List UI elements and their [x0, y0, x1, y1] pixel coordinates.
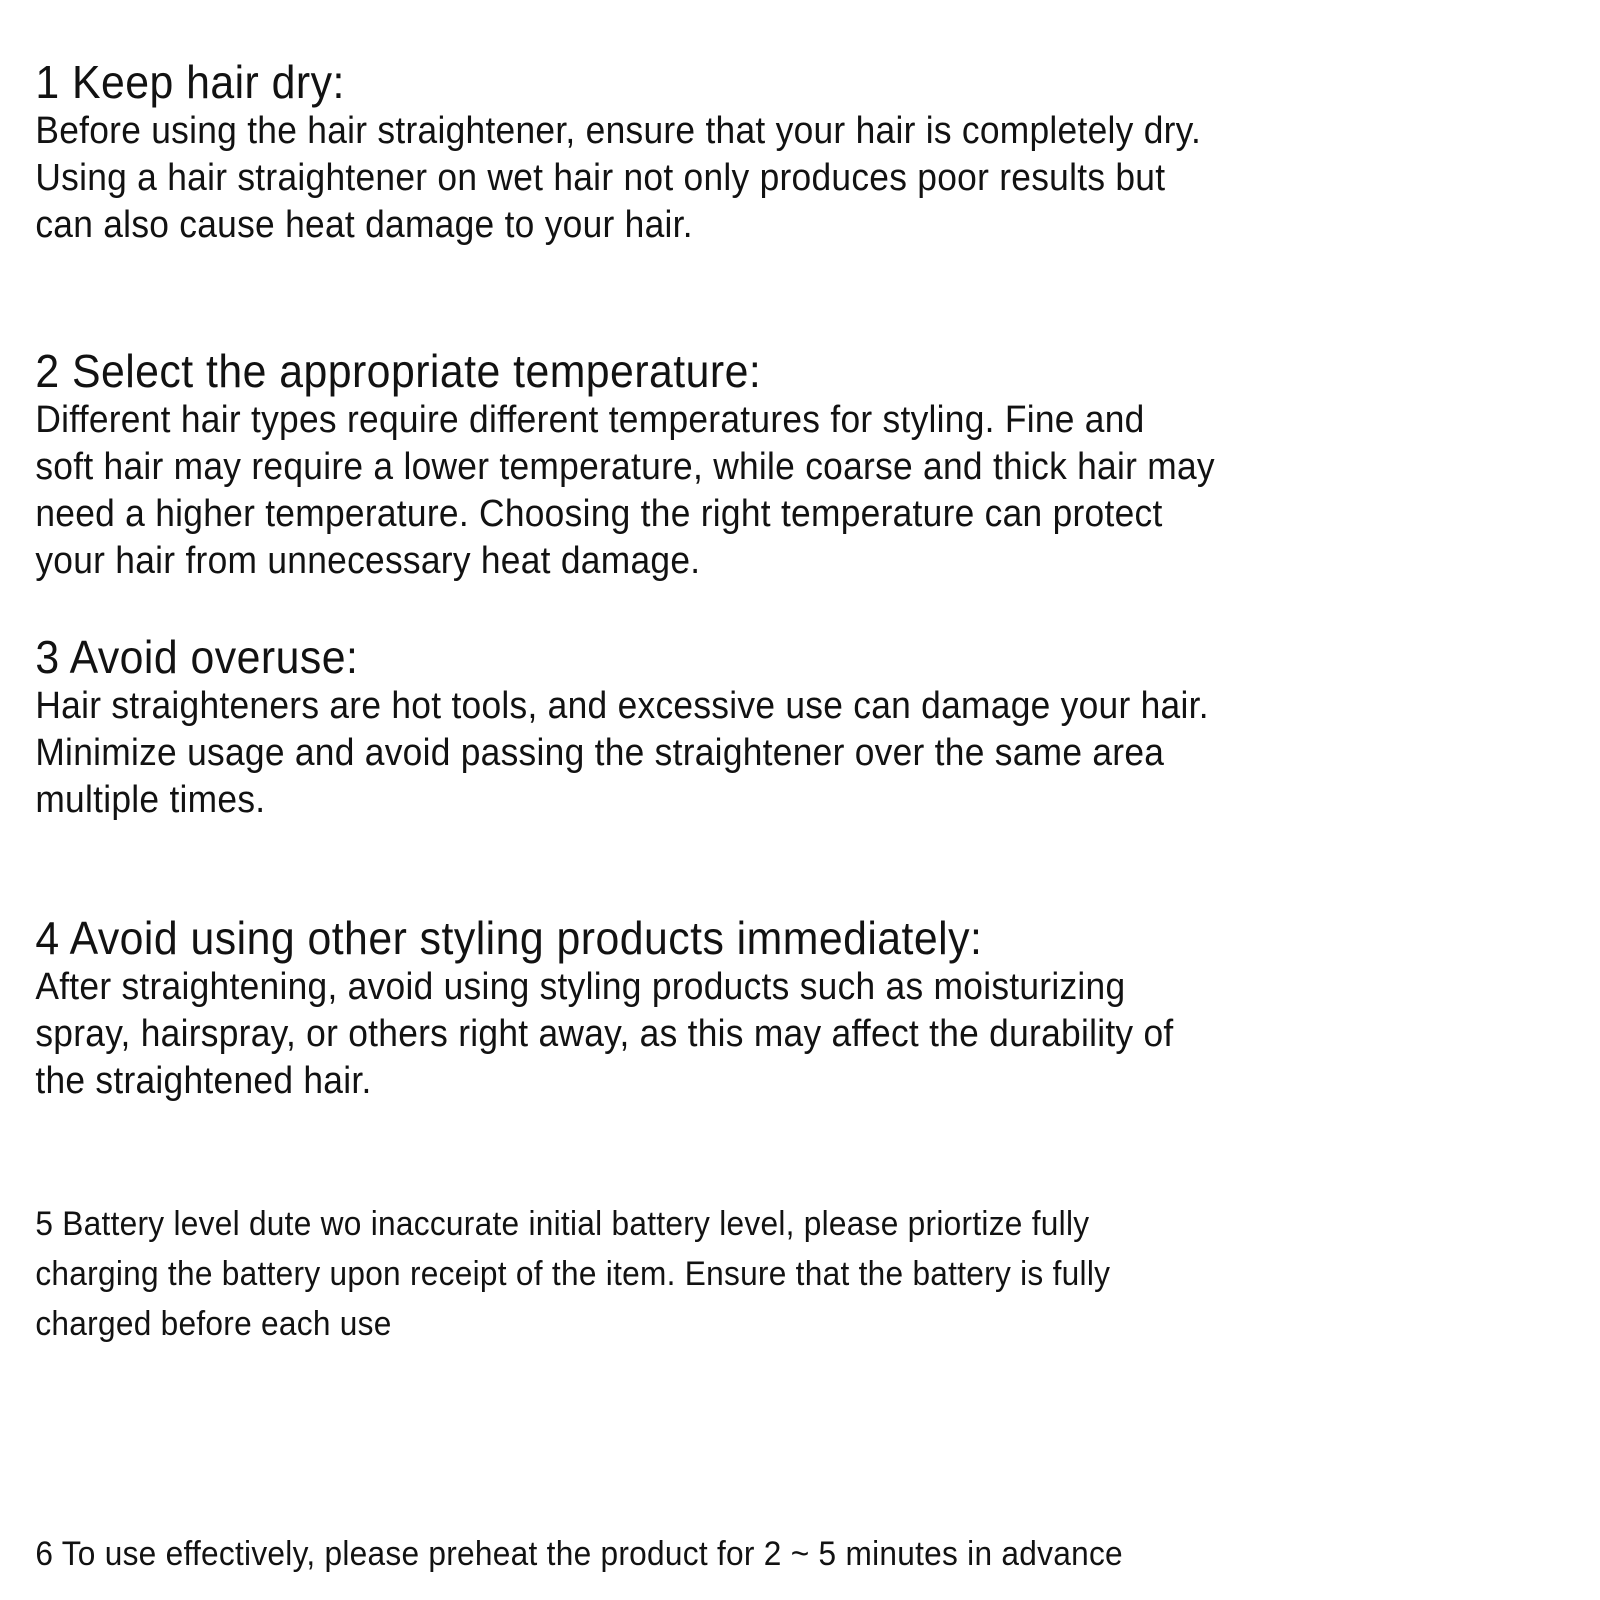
section-4-heading: 4 Avoid using other styling products immediately: — [35, 912, 983, 964]
section-preheat — [35, 1529, 1597, 1579]
section-4-line: spray, hairspray, or others right away, as this may affect the durability of — [35, 1013, 1174, 1055]
section-2-line: Different hair types require different temperatures for styling. Fine and — [35, 399, 1145, 441]
section-2-line: soft hair may require a lower temperature, while coarse and thick hair may — [35, 446, 1215, 488]
section-5-line: 5 Battery level dute wo inaccurate initial battery level, please priortize fully — [35, 1205, 1090, 1243]
section-keep-hair-dry — [35, 56, 1597, 249]
section-2-line: need a higher temperature. Choosing the right temperature can protect — [35, 493, 1163, 535]
section-2-heading: 2 Select the appropriate temperature: — [35, 345, 762, 397]
section-2-line: your hair from unnecessary heat damage. — [35, 540, 701, 582]
section-3-line: Hair straighteners are hot tools, and excessive use can damage your hair. — [35, 685, 1209, 727]
section-3-line: multiple times. — [35, 779, 266, 821]
section-3-line: Minimize usage and avoid passing the straightener over the same area — [35, 732, 1165, 774]
section-1-heading: 1 Keep hair dry: — [35, 56, 345, 108]
section-3-heading: 3 Avoid overuse: — [35, 631, 359, 683]
section-select-temperature — [35, 345, 1597, 585]
section-1-line: can also cause heat damage to your hair. — [35, 204, 693, 246]
section-4-line: After straightening, avoid using styling products such as moisturizing — [35, 966, 1126, 1008]
section-6-line: 6 To use effectively, please preheat the product for 2 ~ 5 minutes in advance — [35, 1535, 1123, 1573]
section-avoid-overuse — [35, 631, 1597, 824]
section-avoid-styling-products — [35, 912, 1597, 1105]
section-1-line: Using a hair straightener on wet hair not only produces poor results but — [35, 157, 1166, 199]
section-5-line: charged before each use — [35, 1305, 392, 1343]
section-4-line: the straightened hair. — [35, 1060, 372, 1102]
section-battery-level — [35, 1199, 1597, 1349]
section-5-line: charging the battery upon receipt of the item. Ensure that the battery is fully — [35, 1255, 1111, 1293]
section-1-line: Before using the hair straightener, ensure that your hair is completely dry. — [35, 110, 1202, 152]
